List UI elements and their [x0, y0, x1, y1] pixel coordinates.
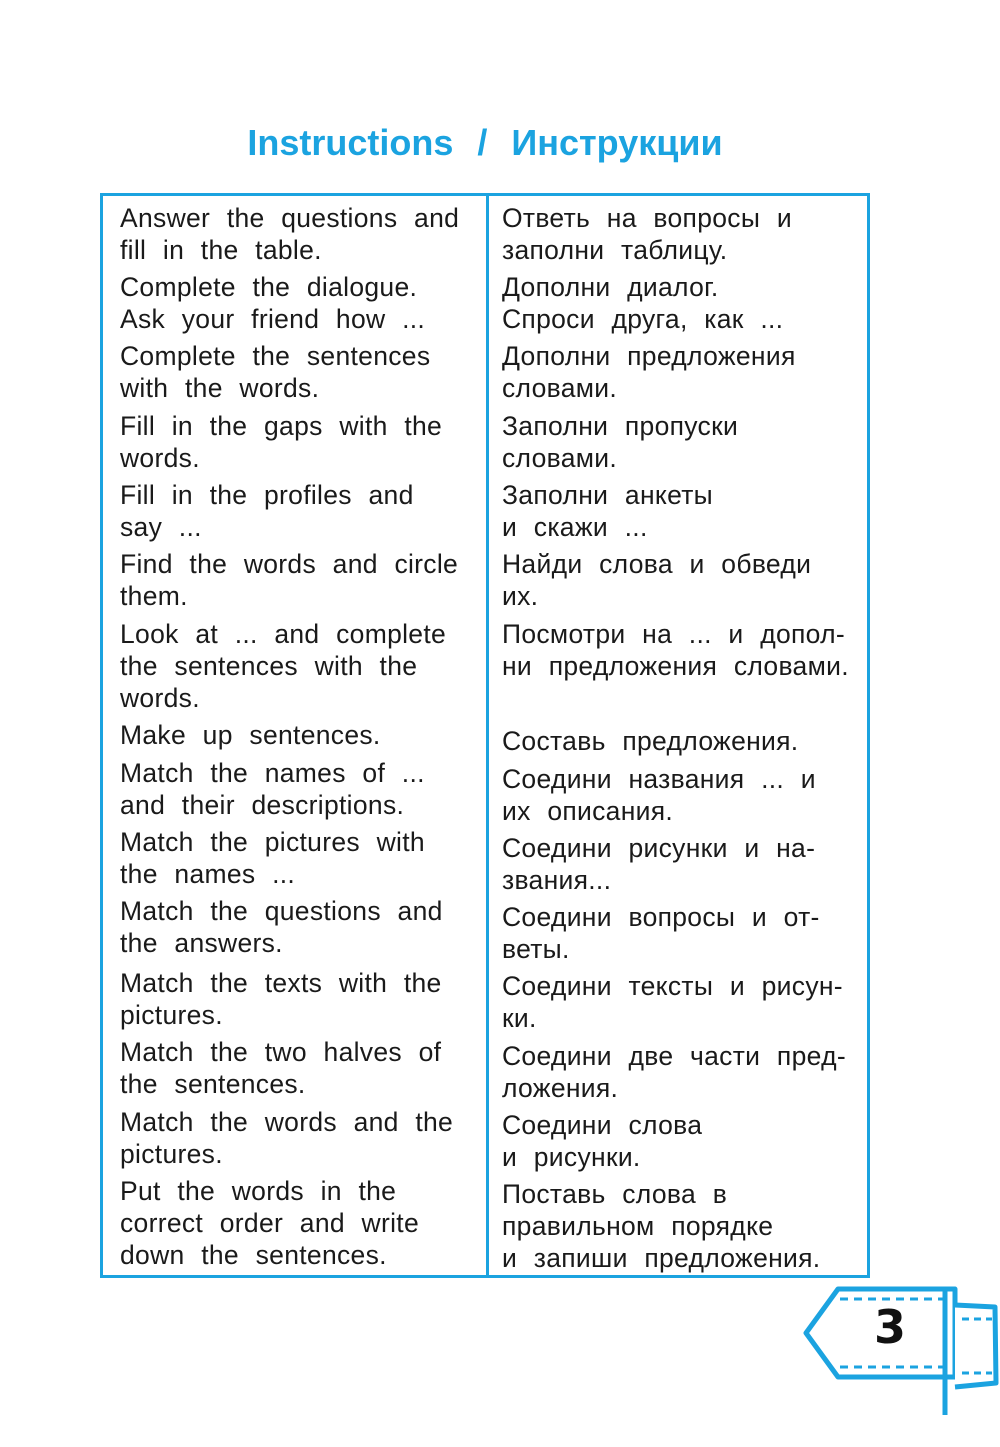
instruction-russian: Соедини тексты и рисун- ки.: [502, 971, 843, 1033]
instruction-russian: Заполни анкеты и скажи ...: [502, 480, 714, 542]
instruction-english: Fill in the gaps with the words.: [120, 411, 443, 473]
instruction-russian: Дополни предложения словами.: [502, 341, 796, 403]
column-divider: [486, 193, 489, 1278]
instruction-russian: Соедини рисунки и на- звания...: [502, 833, 816, 895]
instruction-english: Complete the dialogue. Ask your friend how ...: [120, 272, 426, 334]
title-english: Instructions: [247, 122, 454, 163]
instruction-english: Match the words and the pictures.: [120, 1107, 454, 1169]
instruction-russian: Поставь слова в правильном порядке и запиши предложения.: [502, 1179, 821, 1273]
instruction-english: Match the questions and the answers.: [120, 896, 443, 958]
instruction-english: Match the pictures with the names ...: [120, 827, 425, 889]
instruction-english: Answer the questions and fill in the table.: [120, 203, 460, 265]
instruction-english: Make up sentences.: [120, 720, 381, 750]
instruction-russian: Соедини вопросы и от- веты.: [502, 902, 820, 964]
instruction-english: Look at ... and complete the sentences with the words.: [120, 619, 447, 713]
instruction-russian: Ответь на вопросы и заполни таблицу.: [502, 203, 792, 265]
instruction-english: Put the words in the correct order and write down the sentences.: [120, 1176, 420, 1270]
instruction-russian: Дополни диалог. Спроси друга, как ...: [502, 272, 784, 334]
instruction-english: Complete the sentences with the words.: [120, 341, 431, 403]
instruction-english: Match the two halves of the sentences.: [120, 1037, 442, 1099]
instruction-russian: Найди слова и обведи их.: [502, 549, 812, 611]
instruction-russian: Составь предложения.: [502, 726, 799, 756]
instruction-english: Match the texts with the pictures.: [120, 968, 442, 1030]
instruction-russian: Соедини две части пред- ложения.: [502, 1041, 846, 1103]
instruction-russian: Соедини слова и рисунки.: [502, 1110, 703, 1172]
page-title: [0, 122, 970, 164]
instruction-russian: Посмотри на ... и допол- ни предложения словами.: [502, 619, 849, 681]
instruction-russian: Соедини названия ... и их описания.: [502, 764, 816, 826]
title-separator: /: [477, 122, 488, 163]
instruction-english: Match the names of ... and their descriptions.: [120, 758, 425, 820]
instruction-russian: Заполни пропуски словами.: [502, 411, 739, 473]
instruction-english: Find the words and circle them.: [120, 549, 459, 611]
page-number: 3: [873, 1300, 906, 1354]
instruction-english: Fill in the profiles and say ...: [120, 480, 414, 542]
title-russian: Инструкции: [511, 122, 723, 163]
